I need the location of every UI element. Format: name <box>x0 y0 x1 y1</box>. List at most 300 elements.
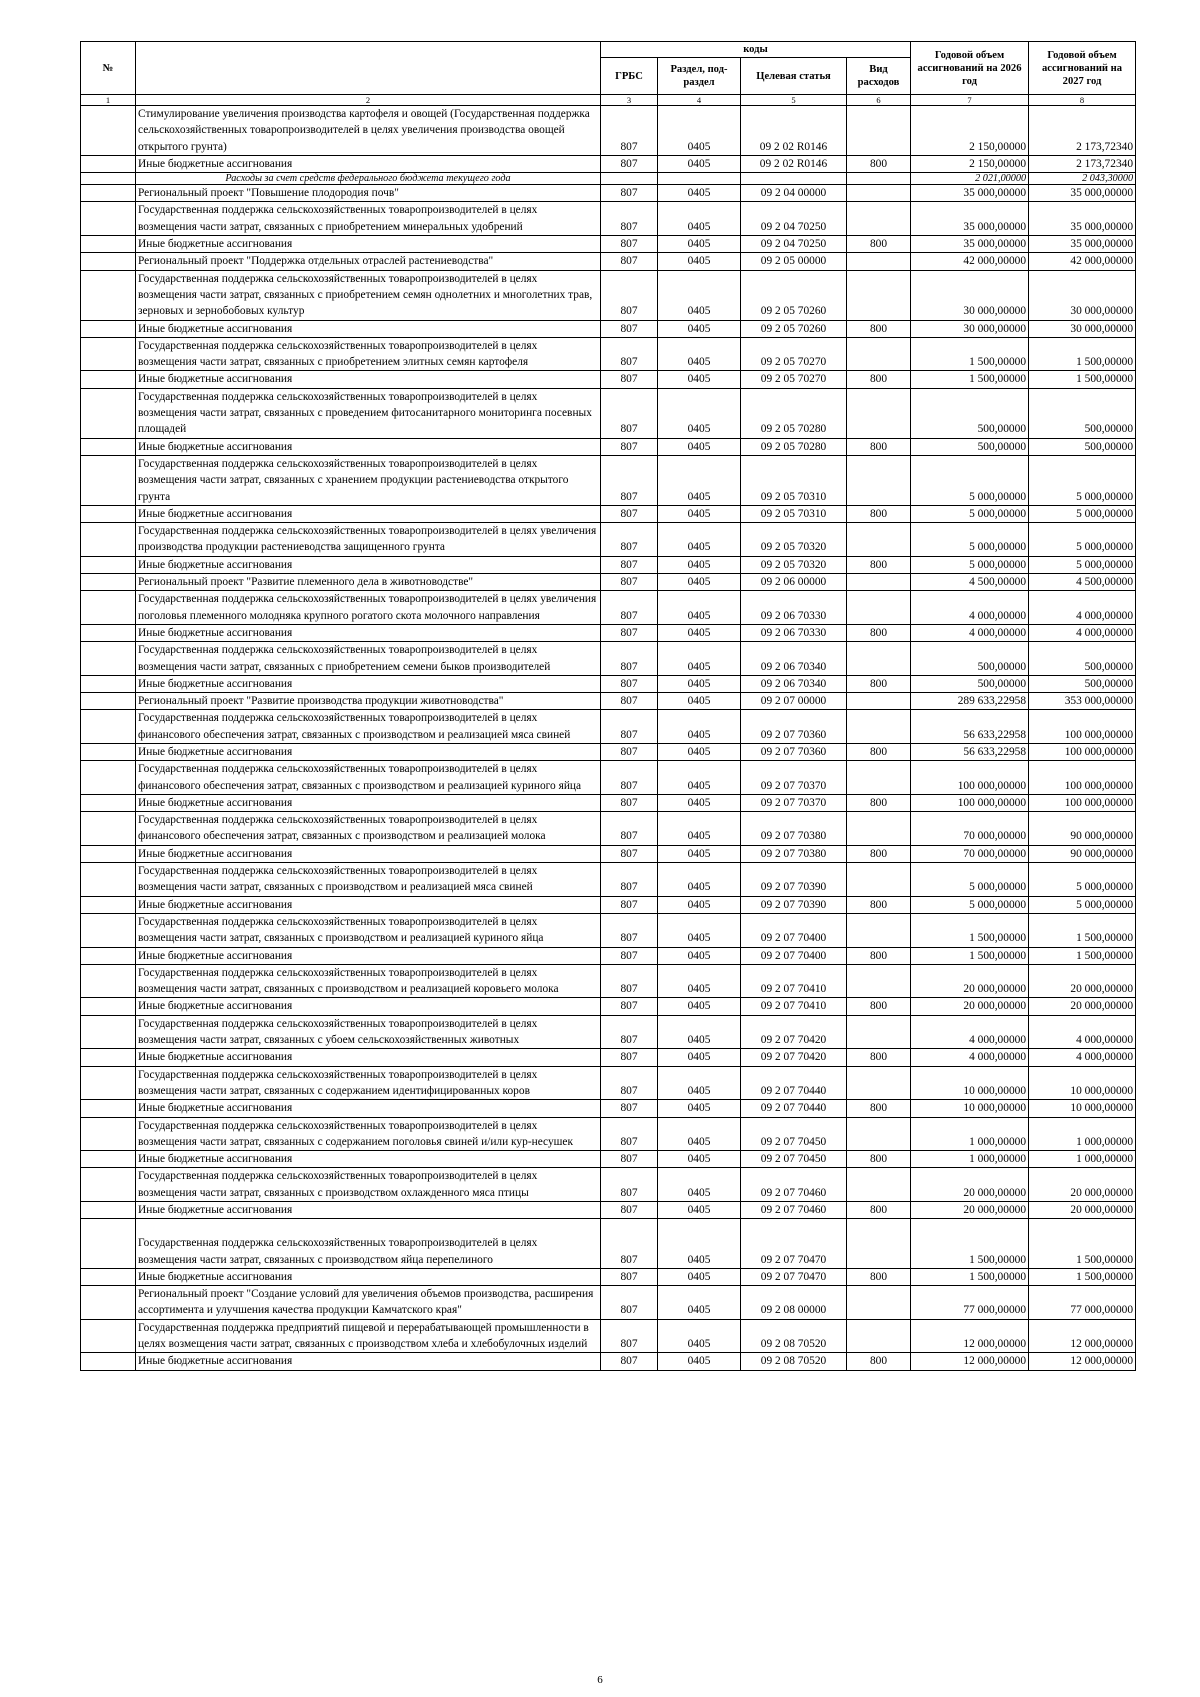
cell-v1: 56 633,22958 <box>911 710 1029 744</box>
cell-num <box>81 1049 136 1066</box>
cell-grbs: 807 <box>601 337 658 371</box>
cell-v1: 20 000,00000 <box>911 998 1029 1015</box>
cell-v2: 20 000,00000 <box>1029 1168 1136 1202</box>
cell-grbs: 807 <box>601 998 658 1015</box>
cell-v1: 35 000,00000 <box>911 202 1029 236</box>
cell-cs: 09 2 02 R0146 <box>741 155 847 172</box>
cell-num <box>81 1066 136 1100</box>
cell-name: Государственная поддержка сельскохозяйственных товаропроизводителей в целях финансового обеспечения затрат, связанных с производством и реализацией мяса свиней <box>136 710 601 744</box>
table-row <box>81 710 1136 744</box>
table-row <box>81 1286 1136 1320</box>
cell-vr <box>847 455 911 505</box>
cell-v2: 1 500,00000 <box>1029 1219 1136 1269</box>
cell-v2: 2 173,72340 <box>1029 155 1136 172</box>
cell-v2: 4 000,00000 <box>1029 1015 1136 1049</box>
cell-grbs: 807 <box>601 438 658 455</box>
cell-v2: 1 000,00000 <box>1029 1117 1136 1151</box>
cell-num <box>81 845 136 862</box>
table-row <box>81 913 1136 947</box>
cell-v1: 77 000,00000 <box>911 1286 1029 1320</box>
cell-vr <box>847 1286 911 1320</box>
col-index: 6 <box>847 95 911 106</box>
cell-sec: 0405 <box>658 1015 741 1049</box>
col-index: 1 <box>81 95 136 106</box>
table-row <box>81 1168 1136 1202</box>
cell-cs: 09 2 07 70450 <box>741 1117 847 1151</box>
cell-grbs: 807 <box>601 1219 658 1269</box>
cell-num <box>81 173 136 185</box>
table-row <box>81 556 1136 573</box>
cell-vr <box>847 574 911 591</box>
table-row <box>81 1100 1136 1117</box>
cell-v2: 2 173,72340 <box>1029 106 1136 156</box>
cell-grbs: 807 <box>601 185 658 202</box>
cell-v1: 5 000,00000 <box>911 523 1029 557</box>
cell-cs: 09 2 07 70400 <box>741 947 847 964</box>
cell-cs: 09 2 05 70260 <box>741 270 847 320</box>
cell-v2: 1 000,00000 <box>1029 1151 1136 1168</box>
cell-sec: 0405 <box>658 253 741 270</box>
cell-num <box>81 743 136 760</box>
cell-name: Государственная поддержка сельскохозяйственных товаропроизводителей в целях возмещения части затрат, связанных с производством охлажденного мяса птицы <box>136 1168 601 1202</box>
cell-v1: 56 633,22958 <box>911 743 1029 760</box>
cell-grbs: 807 <box>601 320 658 337</box>
cell-cs: 09 2 07 70380 <box>741 845 847 862</box>
cell-grbs <box>601 173 658 185</box>
cell-cs: 09 2 05 70280 <box>741 438 847 455</box>
table-row <box>81 1117 1136 1151</box>
cell-v1: 5 000,00000 <box>911 896 1029 913</box>
cell-name: Региональный проект "Поддержка отдельных отраслей растениеводства" <box>136 253 601 270</box>
cell-name: Иные бюджетные ассигнования <box>136 1268 601 1285</box>
cell-name: Государственная поддержка предприятий пищевой и перерабатывающей промышленности в целях возмещения части затрат, связанных с производством хлеба и хлебобулочных изделий <box>136 1319 601 1353</box>
cell-v1: 1 500,00000 <box>911 371 1029 388</box>
cell-v1: 20 000,00000 <box>911 1202 1029 1219</box>
table-row <box>81 896 1136 913</box>
cell-num <box>81 1168 136 1202</box>
cell-sec: 0405 <box>658 556 741 573</box>
cell-cs: 09 2 07 70450 <box>741 1151 847 1168</box>
cell-num <box>81 642 136 676</box>
cell-vr <box>847 106 911 156</box>
cell-sec: 0405 <box>658 743 741 760</box>
cell-v1: 1 500,00000 <box>911 1219 1029 1269</box>
cell-num <box>81 388 136 438</box>
table-row <box>81 236 1136 253</box>
cell-vr <box>847 1319 911 1353</box>
cell-num <box>81 624 136 641</box>
cell-v2: 5 000,00000 <box>1029 455 1136 505</box>
cell-cs: 09 2 07 70370 <box>741 794 847 811</box>
cell-cs: 09 2 08 70520 <box>741 1353 847 1370</box>
cell-vr: 800 <box>847 1151 911 1168</box>
cell-cs: 09 2 07 70400 <box>741 913 847 947</box>
cell-cs <box>741 173 847 185</box>
cell-v2: 4 500,00000 <box>1029 574 1136 591</box>
cell-grbs: 807 <box>601 1117 658 1151</box>
cell-num <box>81 964 136 998</box>
cell-vr <box>847 591 911 625</box>
cell-sec: 0405 <box>658 1219 741 1269</box>
cell-sec: 0405 <box>658 155 741 172</box>
cell-v2: 20 000,00000 <box>1029 964 1136 998</box>
cell-sec: 0405 <box>658 1100 741 1117</box>
cell-vr <box>847 185 911 202</box>
cell-v1: 42 000,00000 <box>911 253 1029 270</box>
cell-name: Государственная поддержка сельскохозяйственных товаропроизводителей в целях возмещения части затрат, связанных с приобретением семени быков производителей <box>136 642 601 676</box>
cell-num <box>81 863 136 897</box>
cell-sec: 0405 <box>658 761 741 795</box>
cell-vr <box>847 761 911 795</box>
cell-grbs: 807 <box>601 1100 658 1117</box>
cell-sec: 0405 <box>658 1151 741 1168</box>
cell-v2: 77 000,00000 <box>1029 1286 1136 1320</box>
cell-v1: 20 000,00000 <box>911 1168 1029 1202</box>
cell-cs: 09 2 05 70310 <box>741 505 847 522</box>
cell-grbs: 807 <box>601 1286 658 1320</box>
cell-num <box>81 710 136 744</box>
cell-grbs: 807 <box>601 455 658 505</box>
cell-cs: 09 2 02 R0146 <box>741 106 847 156</box>
cell-v2: 12 000,00000 <box>1029 1319 1136 1353</box>
cell-name: Государственная поддержка сельскохозяйственных товаропроизводителей в целях возмещения части затрат, связанных с производством яйца перепелиного <box>136 1219 601 1269</box>
cell-sec: 0405 <box>658 863 741 897</box>
cell-name: Иные бюджетные ассигнования <box>136 794 601 811</box>
cell-name: Иные бюджетные ассигнования <box>136 896 601 913</box>
cell-vr: 800 <box>847 236 911 253</box>
table-row <box>81 1319 1136 1353</box>
cell-cs: 09 2 07 70390 <box>741 863 847 897</box>
table-row <box>81 743 1136 760</box>
cell-num <box>81 761 136 795</box>
cell-vr: 800 <box>847 1049 911 1066</box>
cell-v1: 12 000,00000 <box>911 1319 1029 1353</box>
table-row <box>81 642 1136 676</box>
table-row <box>81 253 1136 270</box>
cell-grbs: 807 <box>601 591 658 625</box>
cell-grbs: 807 <box>601 556 658 573</box>
cell-v1: 500,00000 <box>911 388 1029 438</box>
cell-v2: 500,00000 <box>1029 438 1136 455</box>
table-row <box>81 202 1136 236</box>
cell-cs: 09 2 05 70270 <box>741 371 847 388</box>
cell-v2: 20 000,00000 <box>1029 1202 1136 1219</box>
cell-vr <box>847 388 911 438</box>
cell-cs: 09 2 05 70270 <box>741 337 847 371</box>
page-number: 6 <box>597 1674 603 1686</box>
table-row <box>81 812 1136 846</box>
cell-cs: 09 2 04 70250 <box>741 202 847 236</box>
cell-v1: 2 021,00000 <box>911 173 1029 185</box>
cell-grbs: 807 <box>601 523 658 557</box>
cell-cs: 09 2 06 70330 <box>741 591 847 625</box>
cell-num <box>81 236 136 253</box>
cell-num <box>81 1015 136 1049</box>
cell-vr: 800 <box>847 1100 911 1117</box>
table-row <box>81 1049 1136 1066</box>
cell-num <box>81 202 136 236</box>
budget-sheet <box>80 41 1135 1371</box>
cell-sec: 0405 <box>658 106 741 156</box>
cell-v1: 289 633,22958 <box>911 693 1029 710</box>
cell-vr: 800 <box>847 1268 911 1285</box>
cell-v2: 5 000,00000 <box>1029 523 1136 557</box>
cell-v1: 5 000,00000 <box>911 556 1029 573</box>
cell-v2: 10 000,00000 <box>1029 1100 1136 1117</box>
cell-v1: 100 000,00000 <box>911 794 1029 811</box>
cell-name: Государственная поддержка сельскохозяйственных товаропроизводителей в целях возмещения части затрат, связанных с проведением фитосанитарного мониторинга посевных площадей <box>136 388 601 438</box>
cell-name: Стимулирование увеличения производства картофеля и овощей (Государственная поддержка сельскохозяйственных товаропроизводителей в целях увеличения производства овощей открытого грунта) <box>136 106 601 156</box>
cell-sec: 0405 <box>658 320 741 337</box>
cell-cs: 09 2 07 70460 <box>741 1168 847 1202</box>
cell-num <box>81 1117 136 1151</box>
cell-sec: 0405 <box>658 523 741 557</box>
header-section: Раздел, под-раздел <box>658 58 741 95</box>
cell-grbs: 807 <box>601 202 658 236</box>
cell-grbs: 807 <box>601 155 658 172</box>
cell-v1: 4 000,00000 <box>911 1015 1029 1049</box>
cell-sec: 0405 <box>658 845 741 862</box>
cell-vr <box>847 202 911 236</box>
budget-table <box>80 41 1136 1371</box>
cell-num <box>81 675 136 692</box>
cell-sec: 0405 <box>658 270 741 320</box>
cell-sec: 0405 <box>658 505 741 522</box>
cell-cs: 09 2 07 70360 <box>741 710 847 744</box>
table-row <box>81 1202 1136 1219</box>
cell-vr <box>847 863 911 897</box>
cell-grbs: 807 <box>601 794 658 811</box>
cell-vr <box>847 270 911 320</box>
cell-grbs: 807 <box>601 1319 658 1353</box>
cell-v2: 42 000,00000 <box>1029 253 1136 270</box>
cell-cs: 09 2 08 00000 <box>741 1286 847 1320</box>
cell-name: Иные бюджетные ассигнования <box>136 845 601 862</box>
cell-vr <box>847 173 911 185</box>
cell-num <box>81 1319 136 1353</box>
cell-v1: 1 000,00000 <box>911 1117 1029 1151</box>
cell-name: Иные бюджетные ассигнования <box>136 505 601 522</box>
cell-cs: 09 2 07 70460 <box>741 1202 847 1219</box>
cell-cs: 09 2 07 70470 <box>741 1219 847 1269</box>
cell-v1: 20 000,00000 <box>911 964 1029 998</box>
cell-sec: 0405 <box>658 1286 741 1320</box>
cell-v1: 35 000,00000 <box>911 236 1029 253</box>
cell-grbs: 807 <box>601 761 658 795</box>
cell-name: Государственная поддержка сельскохозяйственных товаропроизводителей в целях возмещения части затрат, связанных с приобретением минеральных удобрений <box>136 202 601 236</box>
cell-num <box>81 1286 136 1320</box>
cell-name: Иные бюджетные ассигнования <box>136 1100 601 1117</box>
cell-v1: 70 000,00000 <box>911 812 1029 846</box>
cell-grbs: 807 <box>601 964 658 998</box>
table-row <box>81 320 1136 337</box>
cell-name: Государственная поддержка сельскохозяйственных товаропроизводителей в целях возмещения части затрат, связанных с производством и реализацией коровьего молока <box>136 964 601 998</box>
cell-name: Иные бюджетные ассигнования <box>136 675 601 692</box>
cell-sec: 0405 <box>658 794 741 811</box>
cell-v1: 5 000,00000 <box>911 863 1029 897</box>
cell-num <box>81 896 136 913</box>
cell-name: Иные бюджетные ассигнования <box>136 1202 601 1219</box>
cell-num <box>81 320 136 337</box>
col-index: 4 <box>658 95 741 106</box>
cell-v2: 35 000,00000 <box>1029 202 1136 236</box>
cell-v2: 500,00000 <box>1029 388 1136 438</box>
header-codes: коды <box>601 42 911 58</box>
cell-v1: 1 500,00000 <box>911 1268 1029 1285</box>
cell-v1: 5 000,00000 <box>911 455 1029 505</box>
cell-name: Государственная поддержка сельскохозяйственных товаропроизводителей в целях финансового обеспечения затрат, связанных с производством и реализацией молока <box>136 812 601 846</box>
cell-sec <box>658 173 741 185</box>
column-index-row <box>81 95 1136 106</box>
table-row <box>81 1268 1136 1285</box>
cell-vr <box>847 710 911 744</box>
cell-num <box>81 1268 136 1285</box>
cell-cs: 09 2 04 70250 <box>741 236 847 253</box>
table-note-row <box>81 173 1136 185</box>
cell-sec: 0405 <box>658 624 741 641</box>
cell-sec: 0405 <box>658 1049 741 1066</box>
cell-v2: 1 500,00000 <box>1029 947 1136 964</box>
cell-grbs: 807 <box>601 236 658 253</box>
cell-num <box>81 270 136 320</box>
table-row <box>81 998 1136 1015</box>
cell-v2: 2 043,30000 <box>1029 173 1136 185</box>
cell-v2: 500,00000 <box>1029 675 1136 692</box>
cell-name: Региональный проект "Развитие производства продукции животноводства" <box>136 693 601 710</box>
cell-v2: 4 000,00000 <box>1029 591 1136 625</box>
cell-name: Государственная поддержка сельскохозяйственных товаропроизводителей в целях возмещения части затрат, связанных с хранением продукции растениеводства открытого грунта <box>136 455 601 505</box>
table-row <box>81 1219 1136 1269</box>
cell-grbs: 807 <box>601 1015 658 1049</box>
cell-v1: 100 000,00000 <box>911 761 1029 795</box>
table-row <box>81 523 1136 557</box>
cell-name: Государственная поддержка сельскохозяйственных товаропроизводителей в целях возмещения части затрат, связанных с производством и реализацией мяса свиней <box>136 863 601 897</box>
table-row <box>81 106 1136 156</box>
col-index: 7 <box>911 95 1029 106</box>
cell-vr: 800 <box>847 1202 911 1219</box>
cell-num <box>81 155 136 172</box>
cell-sec: 0405 <box>658 1117 741 1151</box>
cell-num <box>81 371 136 388</box>
cell-v1: 1 500,00000 <box>911 913 1029 947</box>
cell-num <box>81 455 136 505</box>
cell-v1: 500,00000 <box>911 642 1029 676</box>
cell-v2: 30 000,00000 <box>1029 320 1136 337</box>
cell-sec: 0405 <box>658 913 741 947</box>
cell-sec: 0405 <box>658 1353 741 1370</box>
cell-vr <box>847 253 911 270</box>
cell-num <box>81 253 136 270</box>
cell-vr <box>847 1168 911 1202</box>
cell-cs: 09 2 05 70260 <box>741 320 847 337</box>
cell-vr <box>847 913 911 947</box>
cell-grbs: 807 <box>601 1168 658 1202</box>
cell-num <box>81 505 136 522</box>
header-name <box>136 42 601 95</box>
cell-vr <box>847 693 911 710</box>
cell-name: Государственная поддержка сельскохозяйственных товаропроизводителей в целях возмещения части затрат, связанных с содержанием поголовья свиней и/или кур-несушек <box>136 1117 601 1151</box>
cell-cs: 09 2 07 70380 <box>741 812 847 846</box>
cell-grbs: 807 <box>601 1066 658 1100</box>
cell-name: Региональный проект "Создание условий для увеличения объемов производства, расширения ассортимента и улучшения качества продукции Камчатского края" <box>136 1286 601 1320</box>
cell-v1: 1 000,00000 <box>911 1151 1029 1168</box>
cell-v1: 70 000,00000 <box>911 845 1029 862</box>
cell-name: Государственная поддержка сельскохозяйственных товаропроизводителей в целях возмещения части затрат, связанных с приобретением семян однолетних и многолетних трав, зерновых и зернобобовых культур <box>136 270 601 320</box>
cell-cs: 09 2 05 70320 <box>741 556 847 573</box>
cell-cs: 09 2 06 00000 <box>741 574 847 591</box>
cell-num <box>81 574 136 591</box>
header-target: Целевая статья <box>741 58 847 95</box>
cell-sec: 0405 <box>658 710 741 744</box>
table-row <box>81 1151 1136 1168</box>
cell-cs: 09 2 04 00000 <box>741 185 847 202</box>
cell-cs: 09 2 07 70420 <box>741 1015 847 1049</box>
cell-cs: 09 2 07 70410 <box>741 998 847 1015</box>
cell-vr: 800 <box>847 1353 911 1370</box>
cell-sec: 0405 <box>658 185 741 202</box>
cell-grbs: 807 <box>601 1353 658 1370</box>
cell-grbs: 807 <box>601 371 658 388</box>
cell-name: Государственная поддержка сельскохозяйственных товаропроизводителей в целях возмещения части затрат, связанных с приобретением элитных семян картофеля <box>136 337 601 371</box>
cell-name: Государственная поддержка сельскохозяйственных товаропроизводителей в целях финансового обеспечения затрат, связанных с производством и реализацией куриного яйца <box>136 761 601 795</box>
cell-v1: 4 000,00000 <box>911 591 1029 625</box>
cell-cs: 09 2 07 70420 <box>741 1049 847 1066</box>
cell-v1: 10 000,00000 <box>911 1066 1029 1100</box>
col-index: 3 <box>601 95 658 106</box>
cell-grbs: 807 <box>601 845 658 862</box>
table-row <box>81 794 1136 811</box>
cell-sec: 0405 <box>658 1319 741 1353</box>
cell-vr: 800 <box>847 155 911 172</box>
cell-grbs: 807 <box>601 388 658 438</box>
cell-cs: 09 2 07 70370 <box>741 761 847 795</box>
cell-vr <box>847 642 911 676</box>
table-row <box>81 438 1136 455</box>
table-row <box>81 185 1136 202</box>
cell-num <box>81 1202 136 1219</box>
cell-v1: 2 150,00000 <box>911 106 1029 156</box>
cell-num <box>81 693 136 710</box>
cell-vr: 800 <box>847 624 911 641</box>
col-index: 2 <box>136 95 601 106</box>
cell-v2: 4 000,00000 <box>1029 624 1136 641</box>
cell-sec: 0405 <box>658 1168 741 1202</box>
cell-vr <box>847 1015 911 1049</box>
cell-name: Иные бюджетные ассигнования <box>136 743 601 760</box>
cell-name: Иные бюджетные ассигнования <box>136 320 601 337</box>
cell-vr <box>847 337 911 371</box>
cell-vr: 800 <box>847 743 911 760</box>
cell-v2: 5 000,00000 <box>1029 505 1136 522</box>
cell-name: Иные бюджетные ассигнования <box>136 371 601 388</box>
cell-vr <box>847 1066 911 1100</box>
cell-grbs: 807 <box>601 812 658 846</box>
cell-grbs: 807 <box>601 863 658 897</box>
cell-vr: 800 <box>847 794 911 811</box>
cell-sec: 0405 <box>658 998 741 1015</box>
cell-name: Государственная поддержка сельскохозяйственных товаропроизводителей в целях возмещения части затрат, связанных с производством и реализацией куриного яйца <box>136 913 601 947</box>
cell-v2: 353 000,00000 <box>1029 693 1136 710</box>
header-vol-2026: Годовой объем ассигнований на 2026 год <box>911 42 1029 95</box>
table-row <box>81 155 1136 172</box>
cell-sec: 0405 <box>658 1268 741 1285</box>
table-row <box>81 455 1136 505</box>
cell-cs: 09 2 05 70310 <box>741 455 847 505</box>
cell-num <box>81 1353 136 1370</box>
cell-name: Иные бюджетные ассигнования <box>136 155 601 172</box>
cell-vr <box>847 1117 911 1151</box>
cell-v2: 30 000,00000 <box>1029 270 1136 320</box>
